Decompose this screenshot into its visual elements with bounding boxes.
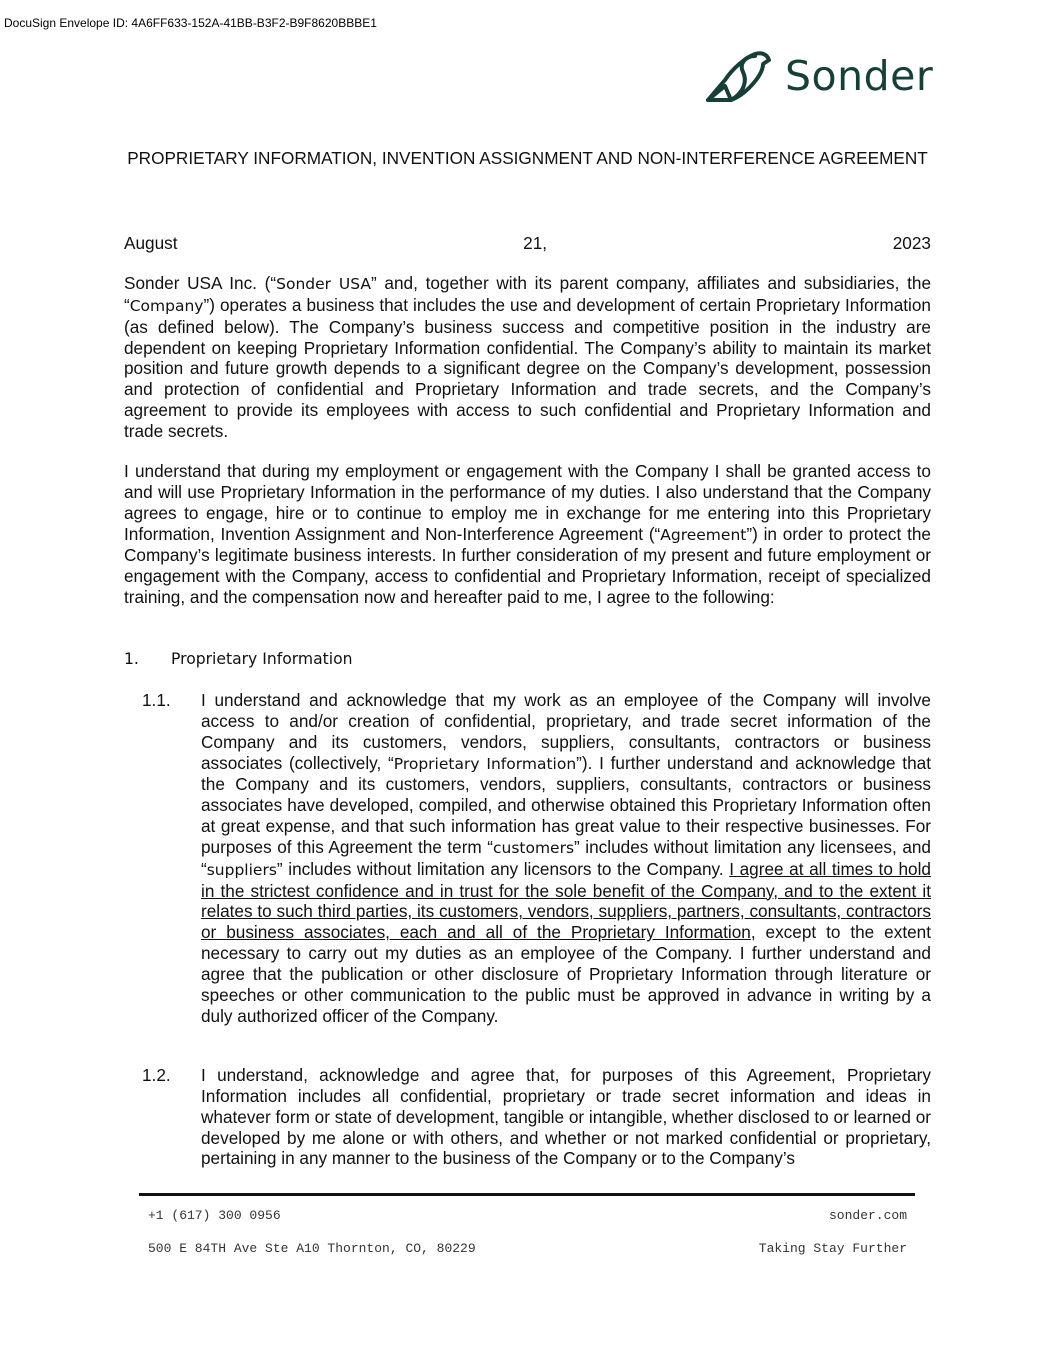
- underlined-text: I agree at all times to hold in the strictest confidence and in trust for the sole benefit of the Company, and to the extent it relates to such third parties, its customers, vendors, suppliers, partners, consultants, contractors or business associates, each and all of the Proprietary Information: [201, 858, 931, 943]
- docusign-envelope-id: DocuSign Envelope ID: 4A6FF633-152A-41BB-B3F2-B9F8620BBBE1: [4, 16, 377, 30]
- intro-paragraph-2: [124, 461, 931, 608]
- text: ” includes without limitation any licensors to the Company.: [276, 858, 730, 879]
- text: , except to the extent necessary to carry out my duties as an employee of the Company. I further understand and agree that the publication or other disclosure of Proprietary Information through literature or speeches or other communication to the public must be approved in advance in writing by a duly authorized officer of the Company.: [201, 922, 931, 1026]
- text: ” includes without limitation any licensees, and “: [201, 836, 931, 879]
- footer-website: sonder.com: [828, 1208, 907, 1223]
- defined-term: Proprietary Information: [393, 754, 577, 773]
- defined-term: Sonder USA: [276, 275, 371, 293]
- logo-wordmark: Sonder: [785, 51, 934, 100]
- sonder-logo: [705, 50, 933, 102]
- date-day: 21,: [523, 233, 548, 253]
- text: I understand that during my employment or engagement with the Company I shall be granted access to and will use Proprietary Information in the performance of my duties. I also understand that the Company agrees to engage, hire or to continue to employ me in exchange for me entering into this Proprietary Information, Invention Assignment and Non-Interference Agreement (“: [124, 461, 931, 544]
- section-number: 1.: [124, 650, 139, 668]
- section-title: Proprietary Information: [171, 650, 353, 668]
- agreement-date: [124, 233, 931, 254]
- text: ” and, together with its parent company, affiliates and subsidiaries, the “: [124, 273, 931, 315]
- text: I understand and acknowledge that my work as an employee of the Company will involve access to and/or creation of confidential, proprietary, and trade secret information of the Company and its customers, vendors, suppliers, consultants, contractors or business associates (collectively, “: [201, 690, 931, 773]
- text: ”) operates a business that includes the use and development of certain Proprietary Information (as defined below). The Company’s business success and competitive position in the industry are dependent on keeping Proprietary Information confidential. The Company’s ability to maintain its market position and future growth depends to a significant degree on the Company’s development, possession and protection of confidential and Proprietary Information and trade secrets, and the Company’s agreement to provide its employees with access to such confidential and Proprietary Information and trade secrets.: [124, 294, 931, 441]
- text: ”) in order to protect the Company’s legitimate business interests. In further consideration of my present and future employment or engagement with the Company, access to confidential and Proprietary Information, receipt of specialized training, and the compensation now and hereafter paid to me, I agree to the following:: [124, 523, 931, 608]
- bird-logo-icon: [705, 50, 771, 102]
- clause-number: 1.2.: [142, 1065, 171, 1085]
- footer-tagline: Taking Stay Further: [758, 1241, 907, 1256]
- footer-divider: [139, 1193, 915, 1196]
- section-heading: [124, 649, 353, 670]
- footer-address: 500 E 84TH Ave Ste A10 Thornton, CO, 80229: [148, 1241, 476, 1256]
- text: ”). I further understand and acknowledge that the Company and its customers, vendors, suppliers, consultants, contractors or business associates have developed, compiled, and otherwise obtained this Proprietary Information often at great expense, and that such information has great value to their respective businesses. For purposes of this Agreement the term “: [201, 752, 931, 857]
- clause-1-2: I understand, acknowledge and agree that, for purposes of this Agreement, Proprietary Information includes all confidential, proprietary or trade secret information and ideas in whatever form or state of development, tangible or intangible, whether disclosed to or learned or developed by me alone or with others, and whether or not marked confidential or proprietary, pertaining in any manner to the business of the Company or to the Company’s: [201, 1065, 931, 1169]
- defined-term: Agreement: [660, 525, 747, 544]
- footer-phone: +1 (617) 300 0956: [148, 1208, 281, 1223]
- date-year: 2023: [892, 233, 931, 253]
- clause-1-1: [201, 690, 931, 1027]
- defined-term: customers: [492, 838, 575, 857]
- date-month: August: [124, 233, 178, 253]
- intro-paragraph-1: [124, 273, 931, 442]
- agreement-title: PROPRIETARY INFORMATION, INVENTION ASSIGNMENT AND NON-INTERFERENCE AGREEMENT: [127, 148, 928, 168]
- clause-number: 1.1.: [142, 690, 171, 710]
- text: Sonder USA Inc. (“: [124, 273, 277, 293]
- defined-term: Company: [129, 296, 204, 315]
- defined-term: suppliers: [206, 860, 277, 879]
